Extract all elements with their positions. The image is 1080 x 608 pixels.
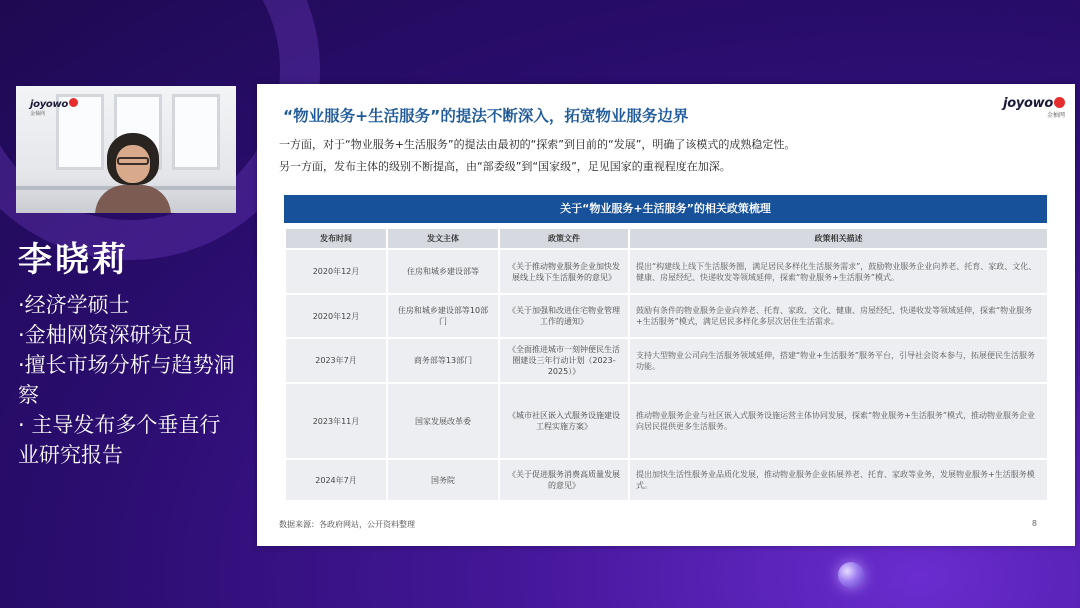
cell-issuer: 住房和城乡建设部等 xyxy=(387,249,499,294)
bio-item: · 主导发布多个垂直行业研究报告 xyxy=(18,413,221,467)
glowing-orb-decoration xyxy=(838,562,864,588)
table-row xyxy=(285,338,1048,383)
column-header: 发文主体 xyxy=(387,228,499,249)
table-row xyxy=(285,383,1048,459)
bio-item: ·经济学硕士 xyxy=(18,293,130,317)
column-header: 政策文件 xyxy=(499,228,629,249)
cell-description: 鼓励有条件的物业服务企业向养老、托育、家政、文化、健康、房屋经纪、快递收发等领域延伸，探索“物业服务+生活服务”模式，满足居民多样化多层次居住生活需求。 xyxy=(629,294,1048,338)
slide-logo xyxy=(1003,92,1065,119)
cell-date: 2020年12月 xyxy=(285,294,387,338)
brand-logo-mark xyxy=(69,98,78,107)
cell-date: 2023年7月 xyxy=(285,338,387,383)
bio-item: ·擅长市场分析与趋势洞察 xyxy=(18,353,235,407)
presenter-bio-list xyxy=(18,290,238,470)
cell-document: 《关于推动物业服务企业加快发展线上线下生活服务的意见》 xyxy=(499,249,629,294)
table-row xyxy=(285,249,1048,294)
slide-intro xyxy=(279,134,1059,178)
brand-logo-subtext: 金柚网 xyxy=(1046,112,1065,119)
cell-document: 《城市社区嵌入式服务设施建设工程实施方案》 xyxy=(499,383,629,459)
cell-description: 支持大型物业公司向生活服务领域延伸，搭建“物业+生活服务”服务平台，引导社会资本参与，拓展便民生活服务功能。 xyxy=(629,338,1048,383)
column-header: 发布时间 xyxy=(285,228,387,249)
table-row xyxy=(285,294,1048,338)
table-header-row xyxy=(285,228,1048,249)
page-number: 8 xyxy=(1031,519,1037,528)
policy-table xyxy=(284,227,1049,502)
bio-item: ·金柚网资深研究员 xyxy=(18,323,193,347)
table-row xyxy=(285,459,1048,501)
presenter-video xyxy=(101,133,165,213)
presentation-slide xyxy=(257,84,1075,546)
cell-date: 2024年7月 xyxy=(285,459,387,501)
cell-date: 2023年11月 xyxy=(285,383,387,459)
webcam-logo xyxy=(30,92,78,117)
slide-title: “物业服务+生活服务”的提法不断深入，拓宽物业服务边界 xyxy=(283,107,689,125)
presenter-name: 李晓莉 xyxy=(18,240,129,280)
cell-issuer: 国务院 xyxy=(387,459,499,501)
data-source-note: 数据来源：各政府网站，公开资料整理 xyxy=(279,520,415,529)
cell-document: 《全面推进城市一刻钟便民生活圈建设三年行动计划（2023-2025）》 xyxy=(499,338,629,383)
table-title: 关于“物业服务+生活服务”的相关政策梳理 xyxy=(284,195,1047,223)
cell-document: 《关于促进服务消费高质量发展的意见》 xyxy=(499,459,629,501)
cell-date: 2020年12月 xyxy=(285,249,387,294)
cell-description: 推动物业服务企业与社区嵌入式服务设施运营主体协同发展，探索“物业服务+生活服务”模式，推动物业服务企业向居民提供更多生活服务。 xyxy=(629,383,1048,459)
cell-issuer: 商务部等13部门 xyxy=(387,338,499,383)
brand-logo-mark xyxy=(1054,97,1065,108)
brand-logo-subtext: 金柚网 xyxy=(30,111,46,117)
cell-description: 提出“构建线上线下生活服务圈，满足居民多样化生活服务需求”，鼓励物业服务企业向养老、托育、家政、文化、健康、房屋经纪、快递收发等领域延伸，探索“物业服务+生活服务”模式。 xyxy=(629,249,1048,294)
cell-issuer: 国家发展改革委 xyxy=(387,383,499,459)
background-window xyxy=(172,94,220,170)
cell-document: 《关于加强和改进住宅物业管理工作的通知》 xyxy=(499,294,629,338)
intro-paragraph: 一方面，对于“物业服务+生活服务”的提法由最初的“探索”到目前的“发展”，明确了该模式的成熟稳定性。 xyxy=(279,138,796,151)
column-header: 政策相关描述 xyxy=(629,228,1048,249)
intro-paragraph: 另一方面，发布主体的级别不断提高，由“部委级”到“国家级”，足见国家的重视程度在加深。 xyxy=(279,160,731,173)
webcam-feed xyxy=(16,86,236,213)
brand-logo-text: joyowo xyxy=(30,99,68,110)
brand-logo-text: joyowo xyxy=(1003,96,1053,111)
cell-issuer: 住房和城乡建设部等10部门 xyxy=(387,294,499,338)
cell-description: 提出加快生活性服务业品质化发展，推动物业服务企业拓展养老、托育、家政等业务，发展物业服务+生活服务模式。 xyxy=(629,459,1048,501)
